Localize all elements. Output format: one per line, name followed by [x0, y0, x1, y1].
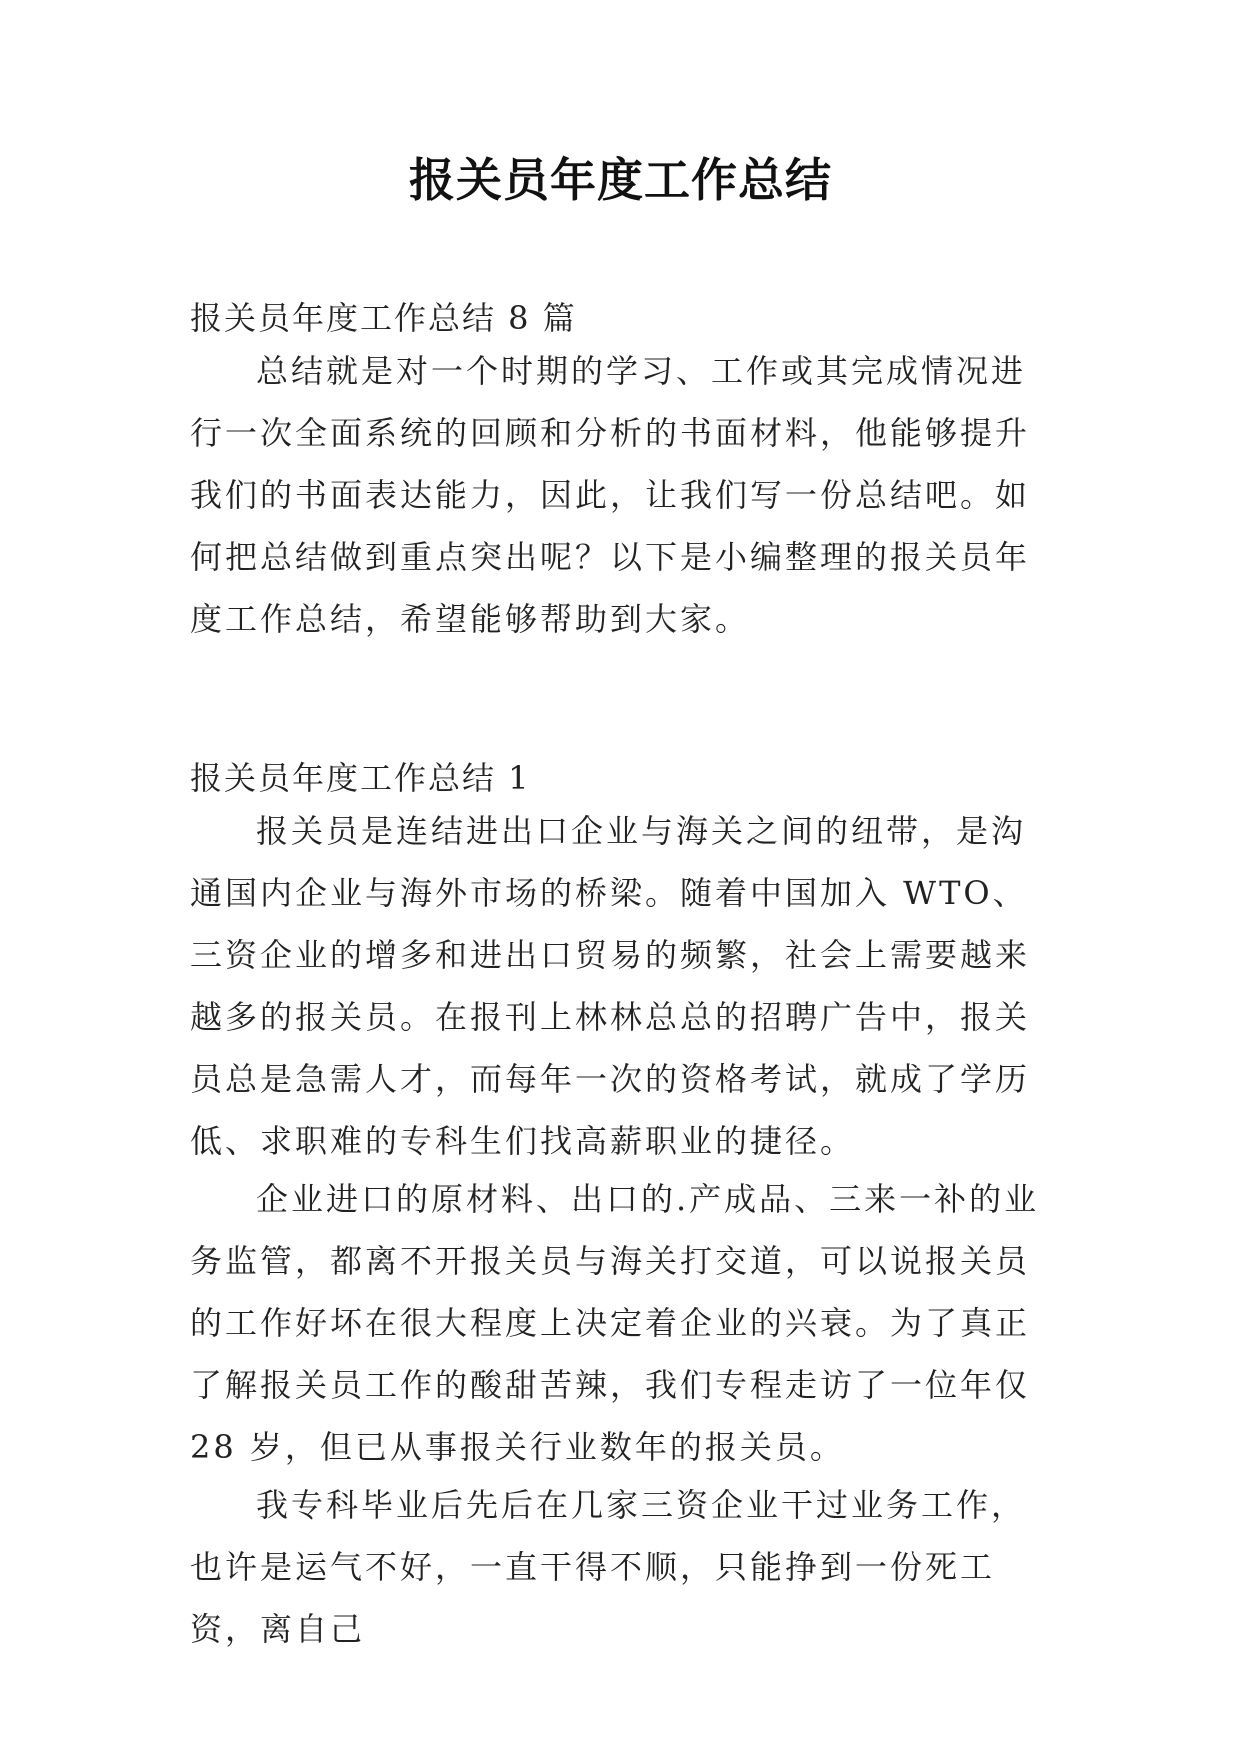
document-title: 报关员年度工作总结 [409, 153, 832, 207]
body-paragraph: 企业进口的原材料、出口的.产成品、三来一补的业务监管，都离不开报关员与海关打交道，可以说报关员的工作好坏在很大程度上决定着企业的兴衰。为了真正了解报关员工作的酸甜苦辣，我们专程走访了一位年仅 28 岁，但已从事报关行业数年的报关员。 [190, 1180, 1040, 1466]
section-heading: 报关员年度工作总结 1 [190, 759, 531, 797]
document-subtitle: 报关员年度工作总结 8 篇 [190, 299, 577, 337]
intro-paragraph: 总结就是对一个时期的学习、工作或其完成情况进行一次全面系统的回顾和分析的书面材料，他能够提升我们的书面表达能力，因此，让我们写一份总结吧。如何把总结做到重点突出呢？以下是小编整理的报关员年度工作总结，希望能够帮助到大家。 [190, 352, 1031, 638]
body-paragraph: 报关员是连结进出口企业与海关之间的纽带，是沟通国内企业与海外市场的桥梁。随着中国加入 WTO、三资企业的增多和进出口贸易的频繁，社会上需要越来越多的报关员。在报刊上林林总总的招聘广告中，报关员总是急需人才，而每年一次的资格考试，就成了学历低、求职难的专科生们找高薪职业的捷径。 [190, 812, 1031, 1160]
body-paragraph: 我专科毕业后先后在几家三资企业干过业务工作，也许是运气不好，一直干得不顺，只能挣到一份死工资，离自己 [190, 1486, 1027, 1648]
